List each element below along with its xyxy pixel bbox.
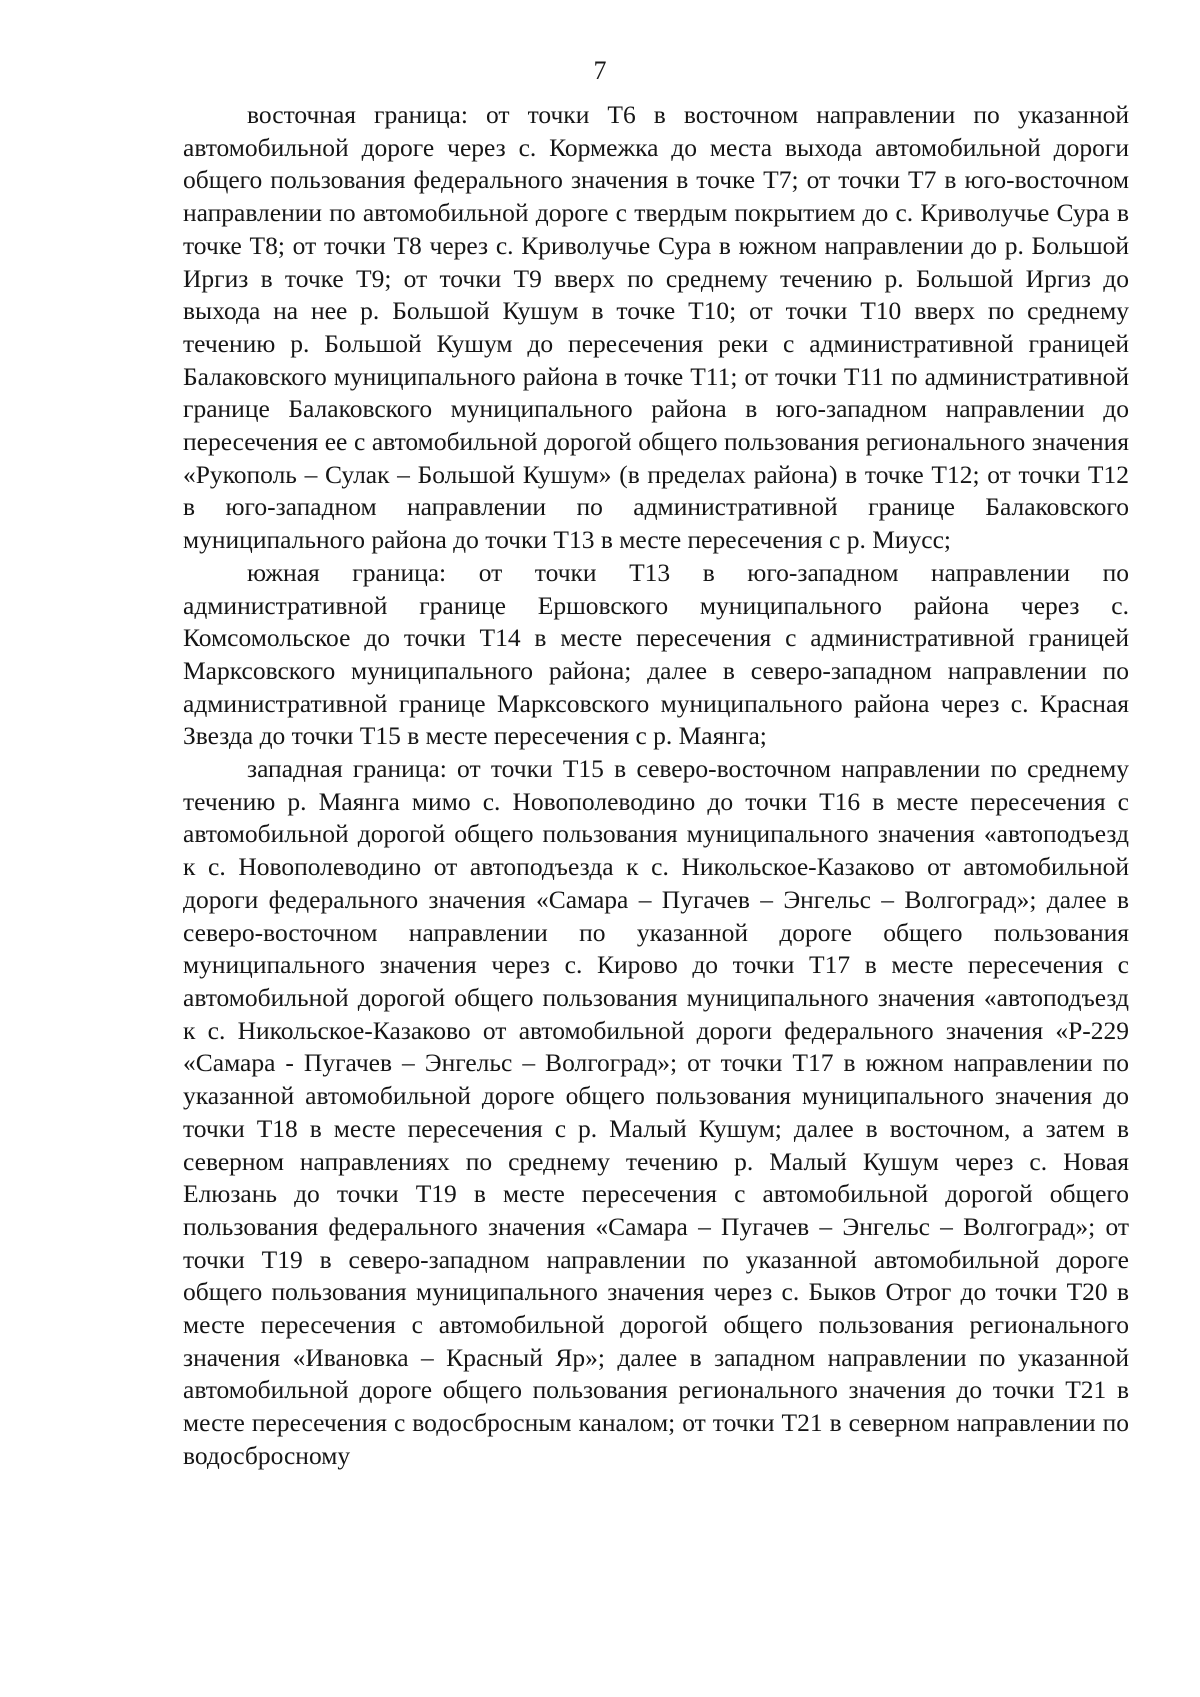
paragraph-southern-border: южная граница: от точки Т13 в юго-западном направлении по административной границе Ершовского муниципального района через с. Комсомольское до точки Т14 в месте пересечения с административной границей Марксовского муниципального района; далее в северо-западном направлении по административной границе Марксовского муниципального района через с. Красная Звезда до точки Т15 в месте пересечения с р. Маянга; <box>183 557 1129 751</box>
paragraph-western-border: западная граница: от точки Т15 в северо-восточном направлении по среднему течению р. Маянга мимо с. Новополеводино до точки Т16 в месте пересечения с автомобильной дорогой общего пользования муниципального значения «автоподъезд к с. Новополеводино от автоподъезда к с. Никольское-Казаково от автомобильной дороги федерального значения «Самара – Пугачев – Энгельс – Волгоград»; далее в северо-восточном направлении по указанной дороге общего пользования муниципального значения через с. Кирово до точки Т17 в месте пересечения с автомобильной дорогой общего пользования муниципального значения «автоподъезд к с. Никольское-Казаково от автомобильной дороги федерального значения «Р-229 «Самара - Пугачев – Энгельс – Волгоград»; от точки Т17 в южном направлении по указанной автомобильной дороге общего пользования муниципального значения до точки Т18 в месте пересечения с р. Малый Кушум; далее в восточном, а затем в северном направлениях по среднему течению р. Малый Кушум через с. Новая Елюзань до точки Т19 в месте пересечения с автомобильной дорогой общего пользования федерального значения «Самара – Пугачев – Энгельс – Волгоград»; от точки Т19 в северо-западном направлении по указанной автомобильной дороге общего пользования муниципального значения через с. Быков Отрог до точки Т20 в месте пересечения с автомобильной дорогой общего пользования регионального значения «Ивановка – Красный Яр»; далее в западном направлении по указанной автомобильной дороге общего пользования регионального значения до точки Т21 в месте пересечения с водосбросным каналом; от точки Т21 в северном направлении по водосбросному <box>183 754 1129 1470</box>
page-number: 7 <box>593 56 607 85</box>
document-body <box>183 99 1129 1473</box>
paragraph-eastern-border: восточная граница: от точки Т6 в восточном направлении по указанной автомобильной дороге через с. Кормежка до места выхода автомобильной дороги общего пользования федерального значения в точке Т7; от точки Т7 в юго-восточном направлении по автомобильной дороге с твердым покрытием до с. Криволучье Сура в точке Т8; от точки Т8 через с. Криволучье Сура в южном направлении до р. Большой Иргиз в точке Т9; от точки Т9 вверх по среднему течению р. Большой Иргиз до выхода на нее р. Большой Кушум в точке Т10; от точки Т10 вверх по среднему течению р. Большой Кушум до пересечения реки с административной границей Балаковского муниципального района в точке Т11; от точки Т11 по административной границе Балаковского муниципального района в юго-западном направлении до пересечения ее с автомобильной дорогой общего пользования регионального значения «Рукополь – Сулак – Большой Кушум» (в пределах района) в точке Т12; от точки Т12 в юго-западном направлении по административной границе Балаковского муниципального района до точки Т13 в месте пересечения с р. Миусс; <box>183 100 1129 555</box>
